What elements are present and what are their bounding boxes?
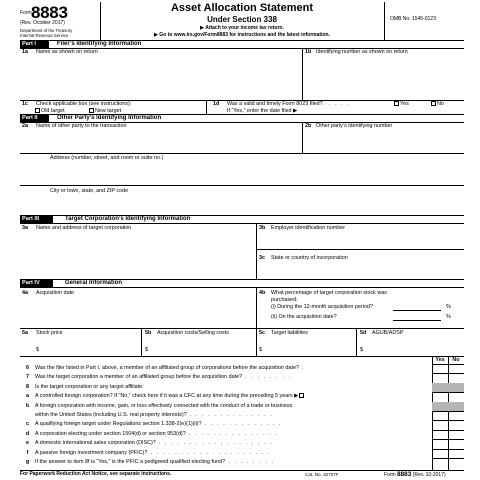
line-1b: 1b Identifying number as shown on return xyxy=(305,49,408,55)
line-4b-i-label: (i) During the 12-month acquisition period? xyxy=(271,304,373,310)
question-text: Was the target corporation a member of an affiliated group before the acquisition date? xyxy=(35,374,243,381)
question-answer-yes-cell[interactable] xyxy=(432,411,448,420)
part-4-label: Part IV xyxy=(20,280,53,288)
leader-dots: . . . . . . . . . . . . . . xyxy=(186,412,274,418)
question-answer-no-cell[interactable] xyxy=(448,411,464,420)
line-5c-divider xyxy=(356,328,357,356)
question-answer-yes-cell[interactable] xyxy=(432,364,448,373)
form-title: Asset Allocation Statement xyxy=(170,2,313,14)
target-liabilities-field[interactable] xyxy=(265,340,353,354)
form-subtitle: Under Section 338 xyxy=(207,15,277,24)
question-number: f xyxy=(26,449,29,456)
cfc-prior-years-checkbox[interactable] xyxy=(299,393,304,398)
question-number: e xyxy=(26,440,29,447)
question-answer-yes-cell[interactable] xyxy=(432,458,448,467)
line-3b-label: Employer identification number xyxy=(271,225,346,231)
question-number: 8 xyxy=(26,383,29,390)
question-row xyxy=(20,412,430,418)
question-row xyxy=(20,459,430,465)
question-answer-no-cell[interactable] xyxy=(448,420,464,429)
line-4b-i-percent: % xyxy=(446,304,451,310)
no-column-header: No xyxy=(452,357,460,363)
part-1-label: Part I xyxy=(20,41,49,49)
line-5-bottom-rule xyxy=(20,356,464,357)
line-4-bottom-rule xyxy=(20,328,464,329)
line-4a-label: Acquisition date xyxy=(36,290,75,296)
line-5c-label: Target liabilities xyxy=(271,330,308,336)
target-liabilities-dollar: $ xyxy=(259,347,262,353)
line-3b: 3b Employer identification number xyxy=(259,225,346,231)
old-target-label: Old target xyxy=(41,108,65,114)
question-row xyxy=(20,393,430,399)
line-5a: 5a Stock price xyxy=(22,330,63,336)
line-4b-label: What percentage of target corporation stock was xyxy=(271,290,387,296)
line-5b: 5b Acquisition costs/Selling costs xyxy=(145,330,229,336)
line-1d: 1d Was a valid and timely Form 8023 filed?. . . . . xyxy=(213,101,351,107)
line-5a-divider xyxy=(141,328,142,356)
other-party-id-field[interactable] xyxy=(305,129,463,153)
form-8023-no-option[interactable]: No xyxy=(430,101,444,107)
line-1d-label: Was a valid and timely Form 8023 filed? xyxy=(227,101,323,107)
line-4b: 4b What percentage of target corporation stock was xyxy=(259,290,387,296)
question-answer-no-cell[interactable] xyxy=(448,439,464,448)
revision-date: (Rev. October 2017) xyxy=(20,20,65,26)
part-3-title: Target Corporation’s Identifying Information xyxy=(65,215,191,222)
line-3c-label: State or country of incorporation xyxy=(271,255,348,261)
question-answer-no-cell[interactable] xyxy=(448,392,464,401)
line-5a-label: Stock price xyxy=(36,330,63,336)
line-4b-i-field[interactable] xyxy=(393,310,441,311)
leader-dots: . . . . . . . . . . . . . . . . . . . xyxy=(155,440,274,447)
form-id-block xyxy=(20,2,104,22)
target-name-address-field[interactable] xyxy=(36,232,251,279)
question-answer-yes-cell[interactable] xyxy=(432,392,448,401)
question-answer-yes-cell xyxy=(432,383,448,392)
filer-name-field[interactable] xyxy=(36,55,300,100)
question-row xyxy=(20,365,430,371)
question-text: A domestic international sales corporation (DISC)? xyxy=(35,440,156,447)
new-target-label: New target xyxy=(95,108,122,114)
leader-dots: . . . . . . . . . . . . . . . xyxy=(185,430,279,437)
line-1-divider xyxy=(302,48,303,100)
catalog-number: Cat. No. 32707F xyxy=(305,472,339,477)
footer-form-number: 8883 xyxy=(397,471,412,478)
other-party-city-field[interactable] xyxy=(36,195,462,215)
question-text: If the answer to item 8f is “Yes,” is the PFIC a pedigreed qualified electing fund? xyxy=(35,459,226,465)
line-5d: 5d AGUB/ADSP xyxy=(360,330,404,336)
leader-dots: . . . . . . . . . . . . . . . . . . . . xyxy=(147,449,272,456)
target-ein-field[interactable] xyxy=(259,232,462,249)
line-4b-ii-field[interactable] xyxy=(393,320,441,321)
other-party-address-field[interactable] xyxy=(36,162,462,185)
department-line-1: Department of the Treasury xyxy=(20,28,73,33)
line-5b-divider xyxy=(256,328,257,356)
new-target-checkbox[interactable] xyxy=(89,108,94,113)
question-answer-no-cell[interactable] xyxy=(448,430,464,439)
question-text: A qualifying foreign target under Regulations section 1.338-2(e)(1)(ii)? xyxy=(35,421,202,428)
leader-dots: . . . . . . . . xyxy=(242,374,292,381)
header-right-divider xyxy=(384,2,385,40)
question-number: b xyxy=(25,402,30,409)
question-row xyxy=(20,421,430,427)
acquisition-costs-field[interactable] xyxy=(151,340,253,354)
stock-price-field[interactable] xyxy=(42,340,139,354)
acquisition-costs-dollar: $ xyxy=(145,347,148,353)
line-4a: 4a Acquisition date xyxy=(22,290,75,296)
line-5c: 5c Target liabilities xyxy=(259,330,308,336)
question-answer-no-cell xyxy=(448,402,464,411)
question-text: within the United States (including U.S. real property interests)? xyxy=(35,412,187,418)
target-state-field[interactable] xyxy=(259,262,462,279)
leader-dots: . xyxy=(299,365,306,371)
question-number: a xyxy=(26,393,29,400)
omb-number: OMB No. 1545-0123 xyxy=(390,16,436,22)
leader-dots: . . . . . . . . xyxy=(225,459,275,465)
date-filed-field[interactable] xyxy=(310,107,460,114)
department-line-2: Internal Revenue Service xyxy=(20,33,69,38)
line-3b-bottom-rule xyxy=(256,249,464,250)
question-row xyxy=(20,431,430,437)
question-answer-no-cell[interactable] xyxy=(448,458,464,467)
form-number: 8883 xyxy=(31,3,68,22)
question-number: 6 xyxy=(26,365,29,371)
question-answer-yes-cell[interactable] xyxy=(432,373,448,382)
question-answer-no-cell xyxy=(448,383,464,392)
footer-form-id: Form 8883 (Rev. 10-2017) xyxy=(384,471,446,478)
acquisition-date-field[interactable] xyxy=(36,297,251,328)
filer-id-field[interactable] xyxy=(305,55,463,100)
agub-adsp-field[interactable] xyxy=(366,340,462,354)
line-2b-label: Other party’s identifying number xyxy=(316,123,393,129)
question-answer-no-cell[interactable] xyxy=(448,364,464,373)
question-number: 7 xyxy=(26,374,29,381)
other-party-name-field[interactable] xyxy=(36,129,300,153)
question-answer-yes-cell[interactable] xyxy=(432,439,448,448)
agub-adsp-dollar: $ xyxy=(360,347,363,353)
question-answer-no-cell[interactable] xyxy=(448,373,464,382)
question-text: A corporation electing under section 1504(d) or section 953(d)? xyxy=(35,430,186,437)
part-2-title: Other Party’s Identifying Information xyxy=(57,114,162,121)
line-5d-label: AGUB/ADSP xyxy=(372,330,404,336)
part-4-title-rule xyxy=(20,287,464,288)
form-word: Form xyxy=(20,10,32,16)
address-bottom-rule xyxy=(20,185,464,186)
line-3-divider xyxy=(256,223,257,279)
question-text: Is the target corporation or any target affiliate: xyxy=(35,383,144,390)
line-3c: 3c State or country of incorporation xyxy=(259,255,348,261)
line-1c-label: Check applicable box (see instructions): xyxy=(36,101,132,107)
line-3a-label: Name and address of target corporation xyxy=(36,225,132,231)
line-2b: 2b Other party’s identifying number xyxy=(305,123,393,129)
line-1b-label: Identifying number as shown on return xyxy=(316,49,408,55)
line-1a: 1a Name as shown on return xyxy=(22,49,98,55)
question-text: Was the filer listed in Part I, above, a member of an affiliated group of corporations before the acquisition date? xyxy=(35,365,299,371)
website-instruction: ▶ Go to www.irs.gov/Form8883 for instructions and the latest information. xyxy=(154,32,330,38)
question-answer-yes-cell[interactable] xyxy=(432,420,448,429)
question-row xyxy=(20,450,430,456)
form-8023-yes-option[interactable]: Yes xyxy=(393,101,409,107)
leader-dots: . . . . . . . . . . . . . xyxy=(201,421,283,428)
question-number: c xyxy=(26,421,29,428)
line-4b-ii-label: (ii) On the acquisition date? xyxy=(271,314,337,320)
line-2a-bottom-rule xyxy=(20,153,464,154)
question-answer-yes-cell[interactable] xyxy=(432,430,448,439)
paperwork-notice: For Paperwork Reduction Act Notice, see separate instructions. xyxy=(20,471,172,477)
other-party-city-label: City or town, state, and ZIP code xyxy=(50,188,129,194)
stock-price-dollar: $ xyxy=(36,347,39,353)
form-8023-no-checkbox[interactable] xyxy=(431,101,436,106)
line-1c-divider xyxy=(206,100,207,114)
other-party-address-label: Address (number, street, and room or suite no.) xyxy=(50,155,164,161)
line-1a-label: Name as shown on return xyxy=(36,49,98,55)
question-row xyxy=(20,403,430,409)
form-8023-yes-checkbox[interactable] xyxy=(394,101,399,106)
line-1c: 1c Check applicable box (see instructions): xyxy=(22,101,132,107)
line-2-divider xyxy=(302,122,303,153)
question-answer-no-cell[interactable] xyxy=(448,449,464,458)
question-row xyxy=(20,384,430,390)
old-target-checkbox[interactable] xyxy=(35,108,40,113)
question-text: A passive foreign investment company (PFIC)? xyxy=(35,449,148,456)
date-filed-prompt: If “Yes,” enter the date filed ▶ xyxy=(227,108,298,114)
part-1-title: Filer’s Identifying Information xyxy=(57,40,142,47)
line-4-divider xyxy=(256,287,257,328)
question-row xyxy=(20,374,430,380)
question-answer-yes-cell[interactable] xyxy=(432,449,448,458)
question-row xyxy=(20,440,430,446)
part-3-label: Part III xyxy=(20,216,53,224)
question-text: A foreign corporation with income, gain, or loss effectively connected with the conduct of a trade or business xyxy=(35,402,293,409)
question-answer-yes-cell xyxy=(432,402,448,411)
yes-column-header: Yes xyxy=(435,357,445,363)
line-2a-label: Name of other party to the transaction xyxy=(36,123,127,129)
line-5b-label: Acquisition costs/Selling costs xyxy=(157,330,229,336)
line-3a: 3a Name and address of target corporation xyxy=(22,225,132,231)
line-2a: 2a Name of other party to the transaction xyxy=(22,123,127,129)
question-number: g xyxy=(25,459,30,465)
attach-instruction: ▶ Attach to your income tax return. xyxy=(200,25,284,31)
part-3-title-rule xyxy=(20,223,464,224)
question-number: d xyxy=(25,430,30,437)
line-4b-label-continued: purchased: xyxy=(271,297,298,303)
question-text: A controlled foreign corporation? If “No,” check here if it was a CFC at any time during the preceding 5 years ▶ xyxy=(35,393,299,400)
part-2-label: Part II xyxy=(20,115,49,123)
line-4b-ii-percent: % xyxy=(446,314,451,320)
part-4-title: General Information xyxy=(65,279,123,286)
